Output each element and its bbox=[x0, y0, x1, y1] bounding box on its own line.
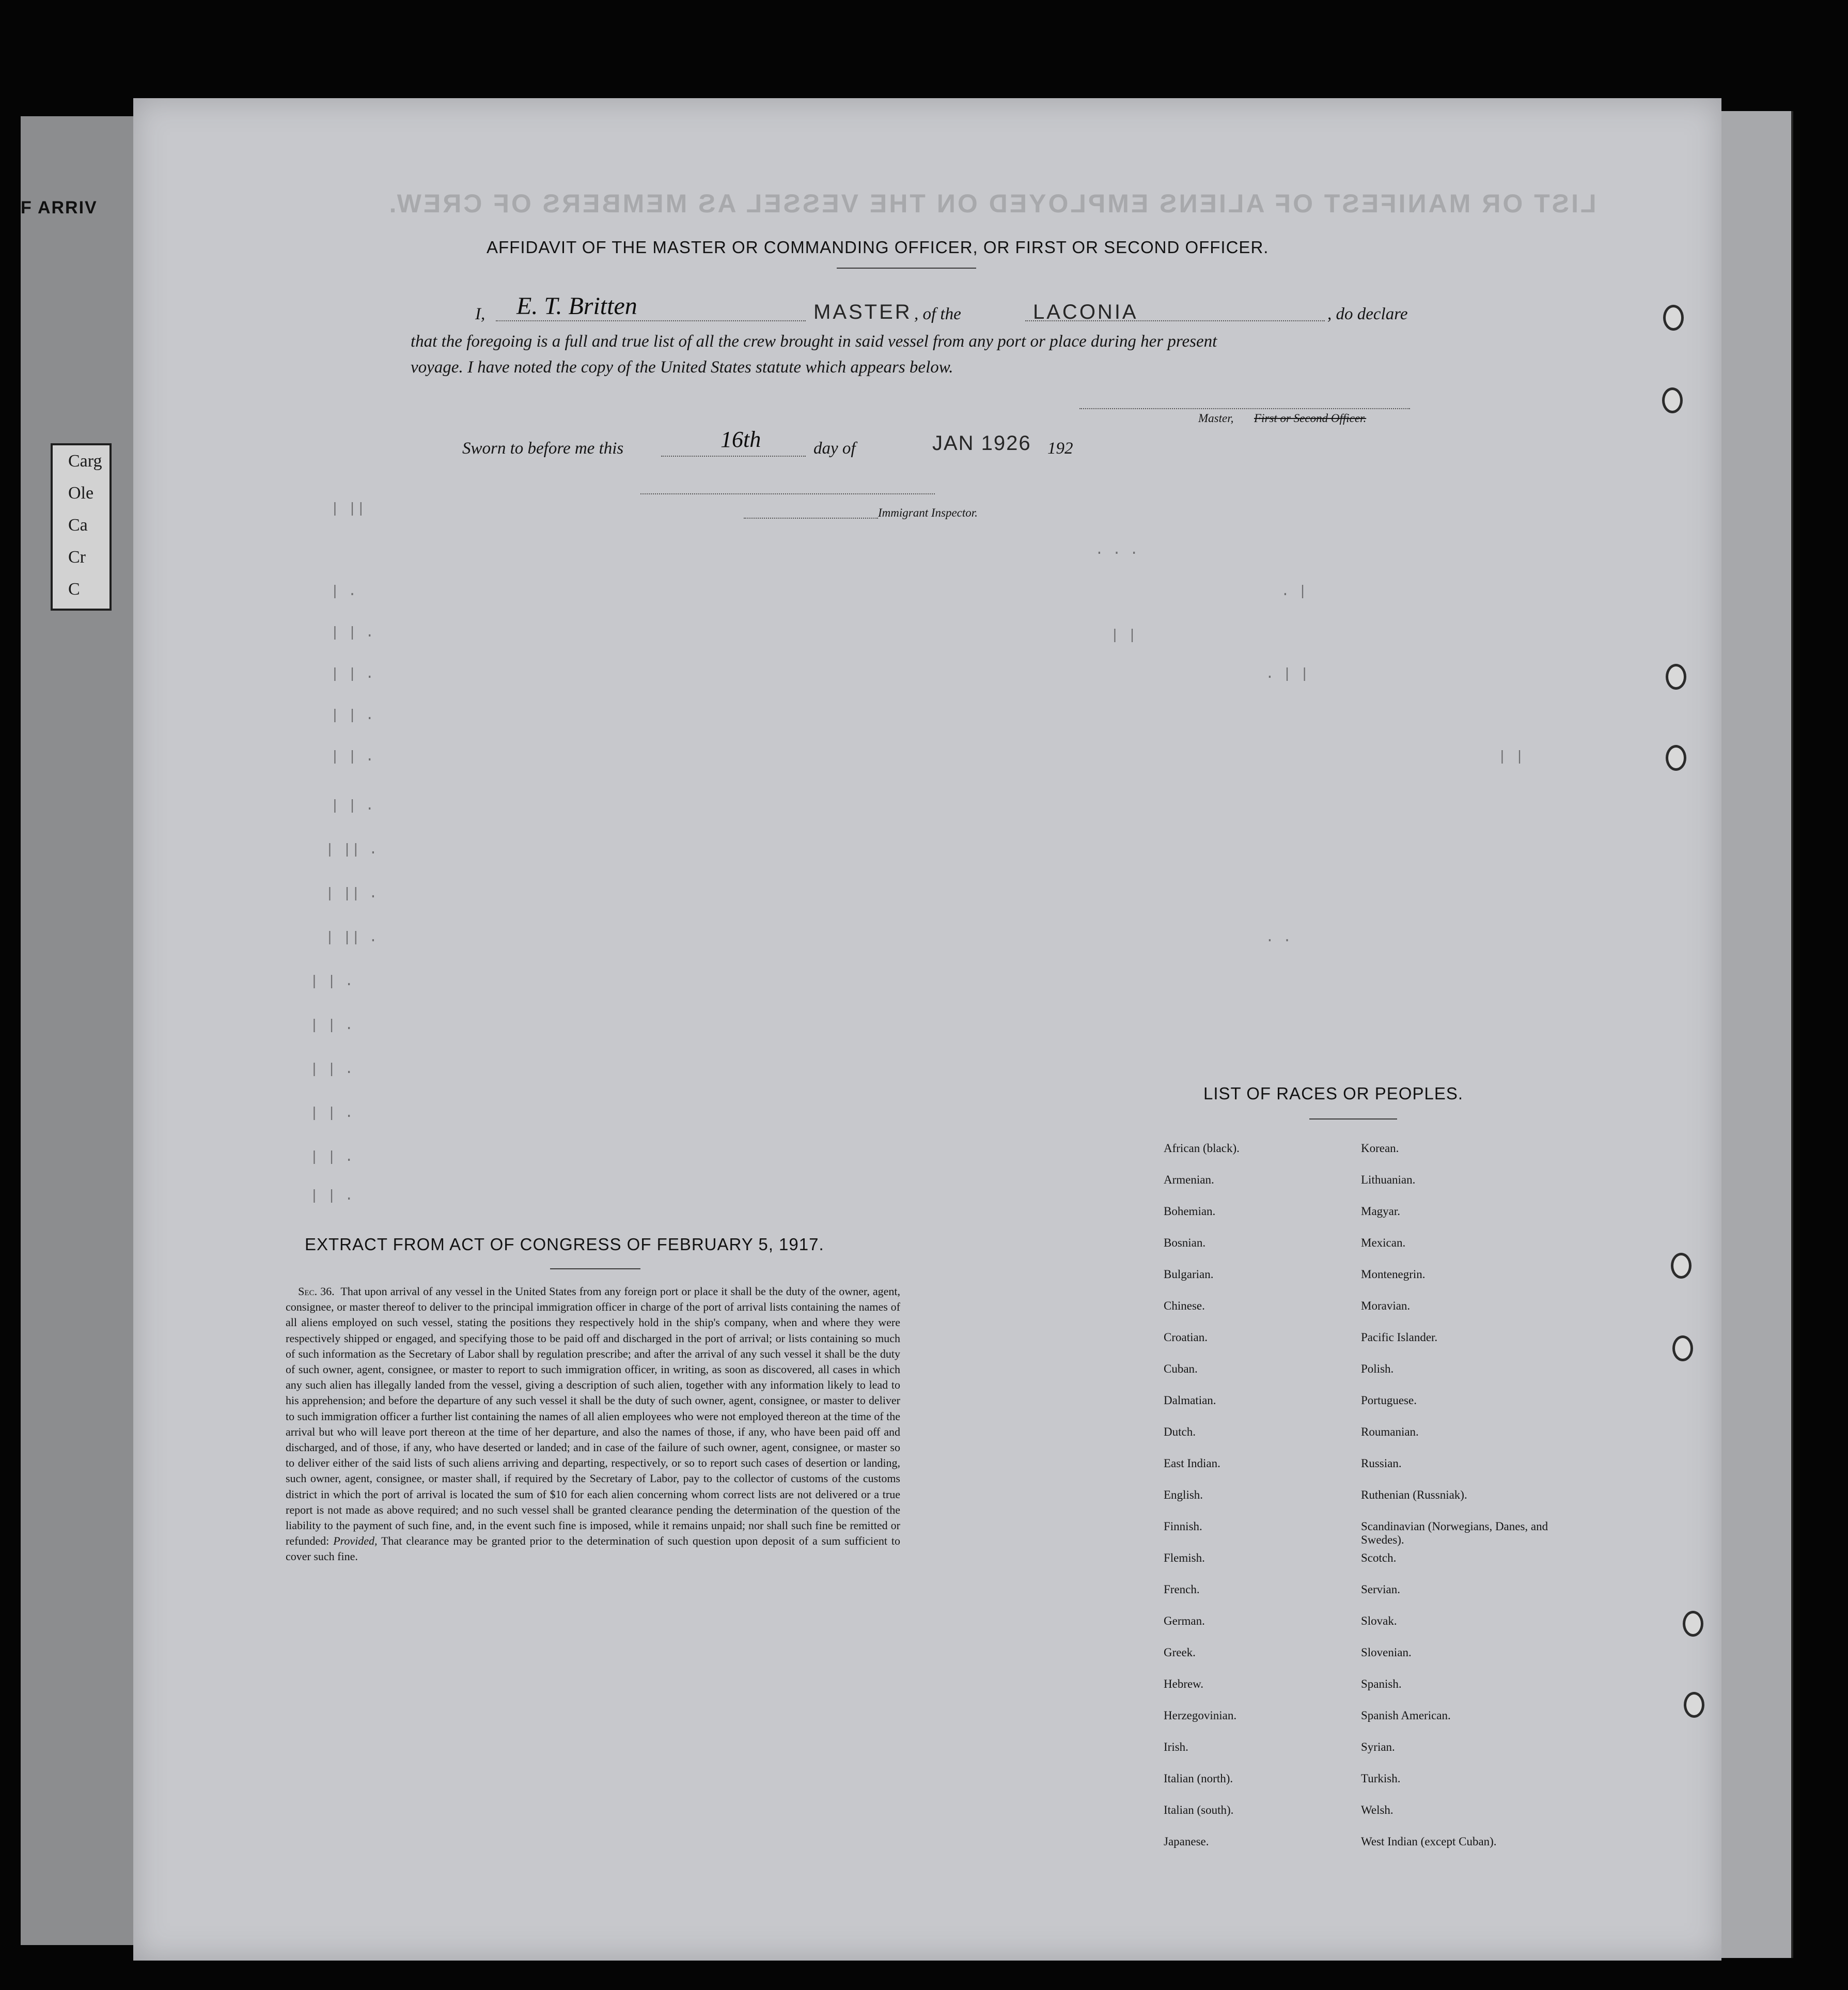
race-item: Scandinavian (Norwegians, Danes, and Swedes). bbox=[1361, 1520, 1548, 1546]
bleed-through-mark: | . bbox=[331, 584, 357, 600]
binding-hole bbox=[1683, 1611, 1703, 1637]
race-item: French. bbox=[1164, 1583, 1200, 1596]
bleed-through-mark: | | . bbox=[331, 798, 374, 814]
bleed-through-mark: | | . bbox=[310, 1149, 354, 1165]
race-item: Dutch. bbox=[1164, 1425, 1196, 1438]
race-item: Pacific Islander. bbox=[1361, 1331, 1438, 1344]
race-item: Hebrew. bbox=[1164, 1677, 1204, 1690]
sworn-day-line bbox=[661, 456, 806, 457]
of-the-text: , of the bbox=[914, 305, 961, 323]
section-label: Sec. 36. bbox=[298, 1285, 335, 1298]
bleed-through-text: LIST OR MANIFEST OF ALIENS EMPLOYED ON THE VESSEL AS MEMBERS OF CREW. bbox=[387, 189, 1596, 218]
tab-line: Ole bbox=[68, 484, 94, 503]
bleed-through-mark: | | . bbox=[331, 749, 374, 765]
race-item: Armenian. bbox=[1164, 1173, 1214, 1186]
underlying-sheet-tab bbox=[51, 443, 112, 611]
race-item: Welsh. bbox=[1361, 1804, 1393, 1816]
race-item: Lithuanian. bbox=[1361, 1173, 1416, 1186]
bleed-through-mark: | | . bbox=[310, 1018, 354, 1034]
race-item: Italian (south). bbox=[1164, 1804, 1234, 1816]
bleed-through-mark: . . bbox=[1265, 930, 1292, 946]
races-right-column bbox=[1361, 1142, 1557, 1867]
inspector-caption-line bbox=[744, 518, 878, 519]
underlying-sheet-left bbox=[21, 116, 142, 1945]
inspector-signature-line bbox=[640, 493, 935, 494]
race-item: Portuguese. bbox=[1361, 1394, 1417, 1407]
inspector-caption: Immigrant Inspector. bbox=[878, 506, 978, 519]
race-item: Servian. bbox=[1361, 1583, 1401, 1596]
race-item: Scotch. bbox=[1361, 1551, 1397, 1564]
tab-line: Cr bbox=[68, 548, 86, 567]
bleed-through-mark: | | . bbox=[310, 974, 354, 990]
race-item: Spanish. bbox=[1361, 1677, 1402, 1690]
proviso-label: Provided, bbox=[333, 1534, 378, 1548]
bleed-through-mark: . . . bbox=[1095, 542, 1139, 558]
rank-stamp: MASTER bbox=[813, 301, 912, 323]
race-item: Croatian. bbox=[1164, 1331, 1208, 1344]
race-item: Turkish. bbox=[1361, 1772, 1401, 1785]
declarant-prefix: I, bbox=[475, 305, 486, 323]
underlying-sheet-header: F ARRIV bbox=[21, 198, 98, 217]
race-item: Syrian. bbox=[1361, 1740, 1395, 1753]
bleed-through-mark: | | . bbox=[331, 666, 374, 682]
vessel-name-stamp: LACONIA bbox=[1033, 301, 1138, 323]
binding-hole bbox=[1666, 664, 1686, 690]
tab-line: C bbox=[68, 580, 80, 599]
race-item: Dalmatian. bbox=[1164, 1394, 1216, 1407]
bleed-through-mark: | || . bbox=[325, 930, 378, 946]
do-declare-text: , do declare bbox=[1327, 305, 1408, 323]
bleed-through-mark: | | . bbox=[310, 1106, 354, 1122]
bleed-through-mark: | || . bbox=[325, 842, 378, 858]
race-item: Russian. bbox=[1361, 1457, 1402, 1470]
binding-hole bbox=[1671, 1253, 1692, 1279]
race-item: Ruthenian (Russniak). bbox=[1361, 1488, 1467, 1501]
section-text: That upon arrival of any vessel in the United States from any foreign port or place it shall be the duty of the owner, agent, consignee, or master thereof to deliver to the principal immigration officer in charge of the port of arrival lists containing the names of all aliens employed on such vessel, stating the positions they respectively hold in the ship's company, when and where they were respectively shipped or engaged, and specifying those to be paid off and discharged in the port of arrival; or lists containing so much of such information as the Secretary of Labor shall by regulation prescribe; and after the arrival of any such vessel it shall be the duty of such owner, agent, consignee, or master to report to such immigration officer, in writing, as soon as discovered, all cases in which any such alien has illegally landed from the vessel, giving a description of such alien, together with any information likely to lead to his apprehension; and before the departure of any such vessel it shall be the duty of such owner, agent, consignee, or master to deliver to such immigration officer a further list containing the names of all alien employees who were not employed thereon at the time of the arrival but who will leave port thereon at the time of her departure, and also the names of those, if any, who have been paid off and discharged, and of those, if any, who have deserted or landed; and in case of the failure of such owner, agent, consignee, or master so to deliver either of the said lists of such aliens arriving and departing, respectively, or so to report such cases of desertion or landing, such owner, agent, consignee, or master shall, if required by the Secretary of Labor, pay to the collector of customs of the customs district in which the port of arrival is located the sum of $10 for each alien concerning whom correct lists are not delivered or a true report is not made as above required; and no such vessel shall be granted clearance pending the determination of the question of the liability to the payment of such fine, and, in the event such fine is imposed, while it remains unpaid; nor shall such fine be remitted or refunded: bbox=[286, 1285, 900, 1548]
bleed-through-mark: | || . bbox=[325, 886, 378, 902]
tab-line: Carg bbox=[68, 452, 102, 471]
year-prefix: 192 bbox=[1047, 439, 1073, 458]
bleed-through-mark: | || bbox=[331, 501, 366, 517]
race-item: Bohemian. bbox=[1164, 1205, 1216, 1218]
bleed-through-mark: | | . bbox=[331, 625, 374, 641]
bleed-through-mark: . | bbox=[1281, 584, 1307, 600]
race-item: Korean. bbox=[1361, 1142, 1399, 1155]
race-item: Flemish. bbox=[1164, 1551, 1205, 1564]
race-item: African (black). bbox=[1164, 1142, 1240, 1155]
race-item: Montenegrin. bbox=[1361, 1268, 1426, 1281]
race-item: West Indian (except Cuban). bbox=[1361, 1835, 1497, 1848]
race-item: Greek. bbox=[1164, 1646, 1196, 1659]
affidavit-line-2: that the foregoing is a full and true list of all the crew brought in said vessel from any port or place during her present bbox=[411, 332, 1217, 351]
bleed-through-mark: | | bbox=[1498, 749, 1524, 765]
name-fill-line bbox=[496, 320, 806, 321]
day-of-text: day of bbox=[813, 439, 856, 458]
race-item: Bulgarian. bbox=[1164, 1268, 1214, 1281]
race-item: Spanish American. bbox=[1361, 1709, 1451, 1722]
tab-line: Ca bbox=[68, 516, 88, 535]
extract-title: EXTRACT FROM ACT OF CONGRESS OF FEBRUARY 5, 1917. bbox=[305, 1235, 824, 1254]
races-left-column bbox=[1164, 1142, 1350, 1867]
race-item: English. bbox=[1164, 1488, 1203, 1501]
race-item: Slovak. bbox=[1361, 1614, 1397, 1627]
signature-line bbox=[1079, 408, 1410, 409]
race-item: Japanese. bbox=[1164, 1835, 1209, 1848]
race-item: Bosnian. bbox=[1164, 1236, 1206, 1249]
race-item: Chinese. bbox=[1164, 1299, 1205, 1312]
bleed-through-mark: | | bbox=[1110, 628, 1137, 644]
race-item: Irish. bbox=[1164, 1740, 1188, 1753]
master-name-handwritten: E. T. Britten bbox=[516, 292, 637, 320]
race-item: Slovenian. bbox=[1361, 1646, 1412, 1659]
underlying-sheet-right bbox=[1717, 111, 1793, 1958]
race-item: Herzegovinian. bbox=[1164, 1709, 1237, 1722]
race-item: East Indian. bbox=[1164, 1457, 1220, 1470]
bleed-through-mark: | | . bbox=[310, 1188, 354, 1204]
sworn-prefix: Sworn to before me this bbox=[462, 439, 624, 458]
races-title-rule bbox=[1309, 1118, 1397, 1120]
race-item: Roumanian. bbox=[1361, 1425, 1419, 1438]
binding-hole bbox=[1666, 745, 1686, 771]
date-stamp: JAN 1926 bbox=[932, 432, 1031, 455]
signature-caption-master: Master, bbox=[1198, 412, 1234, 425]
affidavit-title: AFFIDAVIT OF THE MASTER OR COMMANDING OFFICER, OR FIRST OR SECOND OFFICER. bbox=[487, 238, 1269, 257]
binding-hole bbox=[1684, 1692, 1704, 1718]
race-item: Magyar. bbox=[1361, 1205, 1401, 1218]
bleed-through-mark: | | . bbox=[331, 708, 374, 724]
binding-hole bbox=[1672, 1335, 1693, 1361]
race-item: German. bbox=[1164, 1614, 1205, 1627]
race-item: Polish. bbox=[1361, 1362, 1394, 1375]
race-item: Mexican. bbox=[1361, 1236, 1406, 1249]
race-item: Cuban. bbox=[1164, 1362, 1198, 1375]
races-title: LIST OF RACES OR PEOPLES. bbox=[1203, 1084, 1464, 1103]
sworn-day-handwritten: 16th bbox=[721, 427, 761, 452]
signature-caption-struck: First or Second Officer. bbox=[1254, 412, 1367, 425]
bleed-through-mark: . | | bbox=[1265, 666, 1309, 682]
race-item: Finnish. bbox=[1164, 1520, 1202, 1533]
affidavit-title-rule bbox=[837, 268, 976, 269]
bleed-through-mark: | | . bbox=[310, 1062, 354, 1078]
binding-hole bbox=[1663, 305, 1684, 331]
binding-hole bbox=[1662, 387, 1683, 413]
affidavit-line-3: voyage. I have noted the copy of the United States statute which appears below. bbox=[411, 358, 953, 377]
race-item: Moravian. bbox=[1361, 1299, 1411, 1312]
extract-title-rule bbox=[550, 1268, 640, 1269]
extract-body bbox=[286, 1284, 900, 1565]
proviso-text: That clearance may be granted prior to the determination of such question upon deposit of a sum sufficient to cover such fine. bbox=[286, 1534, 901, 1563]
race-item: Italian (north). bbox=[1164, 1772, 1233, 1785]
